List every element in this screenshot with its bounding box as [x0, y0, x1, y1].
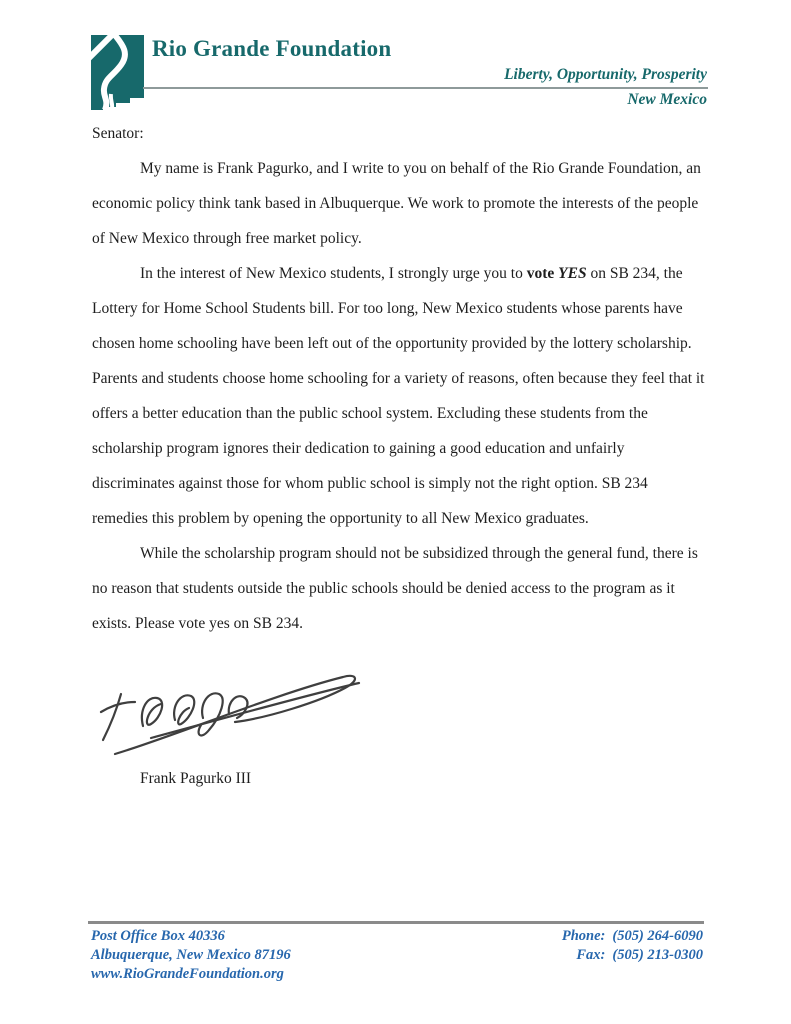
- salutation: Senator:: [92, 125, 144, 142]
- letter-body: [92, 116, 707, 641]
- paragraph-1: My name is Frank Pagurko, and I write to you on behalf of the Rio Grande Foundation, an economic policy think tank based in Albuquerque. We work to promote the interests of the people of New Mexico through free market policy.: [92, 160, 701, 247]
- tagline: Liberty, Opportunity, Prosperity: [504, 66, 707, 83]
- address-line-1: Post Office Box 40336: [91, 928, 225, 944]
- rio-grande-foundation-logo-icon: [90, 34, 145, 110]
- address-line-2: Albuquerque, New Mexico 87196: [91, 947, 291, 963]
- yes-emphasis: YES: [558, 265, 587, 282]
- handwritten-signature-image: [95, 662, 375, 762]
- paragraph-2-rest: on SB 234, the Lottery for Home School Students bill. For too long, New Mexico students whose parents have chosen home schooling have been left out of the opportunity provided by the lottery scholarship. Parents and students choose home schooling for a variety of reasons, often because they feel that it offers a better education than the public school system. Excluding these students from the scholarship program ignores their dedication to gaining a good education and unfairly discriminates against those for whom public school is simply not the right option. SB 234 remedies this problem by opening the opportunity to all New Mexico graduates.: [92, 265, 705, 527]
- fax-line: [562, 946, 703, 965]
- footer-address-block: [91, 927, 291, 984]
- phone-label: Phone:: [561, 928, 606, 944]
- fax-number: (505) 213-0300: [612, 947, 703, 963]
- vote-emphasis: vote: [526, 265, 559, 282]
- signer-name: Frank Pagurko III: [140, 770, 252, 787]
- footer-contact-block: [562, 927, 703, 965]
- fax-label: Fax:: [576, 947, 606, 963]
- website-url: www.RioGrandeFoundation.org: [91, 966, 284, 982]
- org-name: Rio Grande Foundation: [152, 36, 392, 61]
- region-label: New Mexico: [627, 91, 707, 108]
- footer-rule: [88, 921, 704, 924]
- phone-line: [562, 927, 703, 946]
- paragraph-3: While the scholarship program should not be subsidized through the general fund, there is no reason that students outside the public schools should be denied access to the program as it exists. Please vote yes on SB 234.: [92, 545, 698, 632]
- header-rule: [143, 87, 708, 89]
- paragraph-2-text: In the interest of New Mexico students, I strongly urge you to: [140, 265, 527, 282]
- paragraph-2: [92, 256, 707, 536]
- phone-number: (505) 264-6090: [612, 928, 703, 944]
